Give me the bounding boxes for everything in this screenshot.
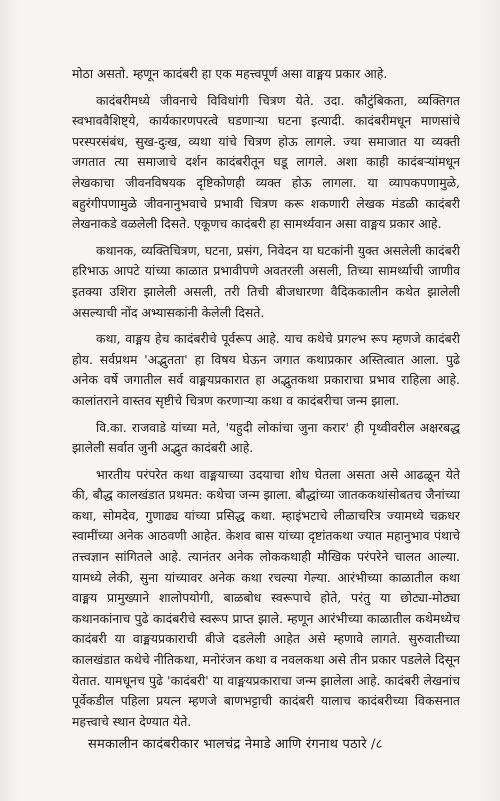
paragraph: कथानक, व्यक्तिचित्रण, घटना, प्रसंग, निवेदन या घटकांनी युक्त असलेली कादंबरी हरिभाऊ आपटे यांच्या काळात प्रभावीपणे अवतरली असली, तिच्या सामर्थ्याची जाणीव इतक्या उशिरा झालेली असली, तरी तिची बीजधारणा वैदिककालीन कथेत झालेली असल्याची नोंद अभ्यासकांनी केलेली दिसते. [72, 242, 460, 320]
paragraph: भारतीय परंपरेत कथा वाङ्मयाच्या उदयाचा शोध घेतला असता असे आढळून येते की, बौद्ध कालखंडात प्रथमत: कथेचा जन्म झाला. बौद्धांच्या जातककथांसोबतच जैनांच्या कथा, सोमदेव, गुणाढ्य यांच्या प्रसिद्ध कथा. म्हाइंभटाचे लीळाचरित्र ज्यामध्ये चक्रधर स्वामींच्या अनेक आठवणी आहेत. केशव बास यांच्या दृष्टांतकथा ज्यात महानुभाव पंथाचे तत्त्वज्ञान सांगितले आहे. त्यानंतर अनेक लोककथाही मौखिक परंपरेने चालत आल्या. यामध्ये लेकी, सुना यांच्यावर अनेक कथा रचल्या गेल्या. आरंभीच्या काळातील कथा वाङ्मय प्रामुख्याने शालोपयोगी, बाळबोध स्वरूपाचे होते, परंतु या छोट्या-मोठ्या कथानकांनाच पुढे कादंबरीचे स्वरूप प्राप्त झाले. म्हणून आरंभीच्या काळातील कथेमध्येच कादंबरी या वाङ्मयप्रकाराची बीजे दडलेली आहेत असे म्हणावे लागते. सुरुवातीच्या कालखंडात कथेचे नीतिकथा, मनोरंजन कथा व नवलकथा असे तीन प्रकार पडलेले दिसून येतात. यामधूनच पुढे 'कादंबरी' या वाङ्मयप्रकाराचा जन्म झालेला आहे. कादंबरी लेखनांच पूर्वेकडील पहिला प्रयत्न म्हणजे बाणभट्टाची कादंबरी यालाच कादंबरीच्या विकसनात महत्त्वाचे स्थान देण्यात येते. [72, 466, 460, 729]
paragraph: कादंबरीमध्ये जीवनाचे विविधांगी चित्रण येते. उदा. कौटुंबिकता, व्यक्तिगत स्वभाववैशिष्ट्ये, कार्यकारणपरत्वे घडणाऱ्या घटना इत्यादी. कादंबरीमधून माणसांचे परस्परसंबंध, सुख-दुःख, व्यथा यांचे चित्रण होऊ लागले. ज्या समाजात या व्यक्ती जगतात त्या समाजाचे दर्शन कादंबरीतून घडू लागले. अशा काही कादंबऱ्यांमधून लेखकाचा जीवनविषयक दृष्टिकोणही व्यक्त होऊ लागला. या व्यापकपणामुळे, बहुरंगीपणामुळे जीवनानुभवाचे प्रभावी चित्रण करू शकणारी लेखक मंडळी कादंबरी लेखनाकडे वळलेली दिसते. एकूणच कादंबरी हा सामर्थ्यवान असा वाङ्मय प्रकार आहे. [72, 92, 460, 232]
page-footer: समकालीन कादंबरीकार भालचंद्र नेमाडे आणि रंगनाथ पठारे /८ [88, 737, 383, 752]
paragraph: कथा, वाङ्मय हेच कादंबरीचे पूर्वरूप आहे. याच कथेचे प्रगल्भ रूप म्हणजे कादंबरी होय. सर्वप्रथम 'अद्भुतता' हा विषय घेऊन जगात कथाप्रकार अस्तित्वात आला. पुढे अनेक वर्षे जगातील सर्व वाङ्मयप्रकारात हा अद्भुतकथा प्रकाराचा प्रभाव राहिला आहे. कालांतराने वास्तव सृष्टीचे चित्रण करणाऱ्या कथा व कादंबरीचा जन्म झाला. [72, 331, 460, 408]
paragraph-continuation: मोठा असतो. म्हणून कादंबरी हा एक महत्त्वपूर्ण असा वाङ्मय प्रकार आहे. [72, 66, 388, 81]
paragraph: वि.का. राजवाडे यांच्या मते, 'यहुदी लोकांचा जुना करार' ही पृथ्वीवरील अक्षरबद्ध झालेली सर्वात जुनी अद्भुत कादंबरी आहे. [72, 419, 460, 456]
